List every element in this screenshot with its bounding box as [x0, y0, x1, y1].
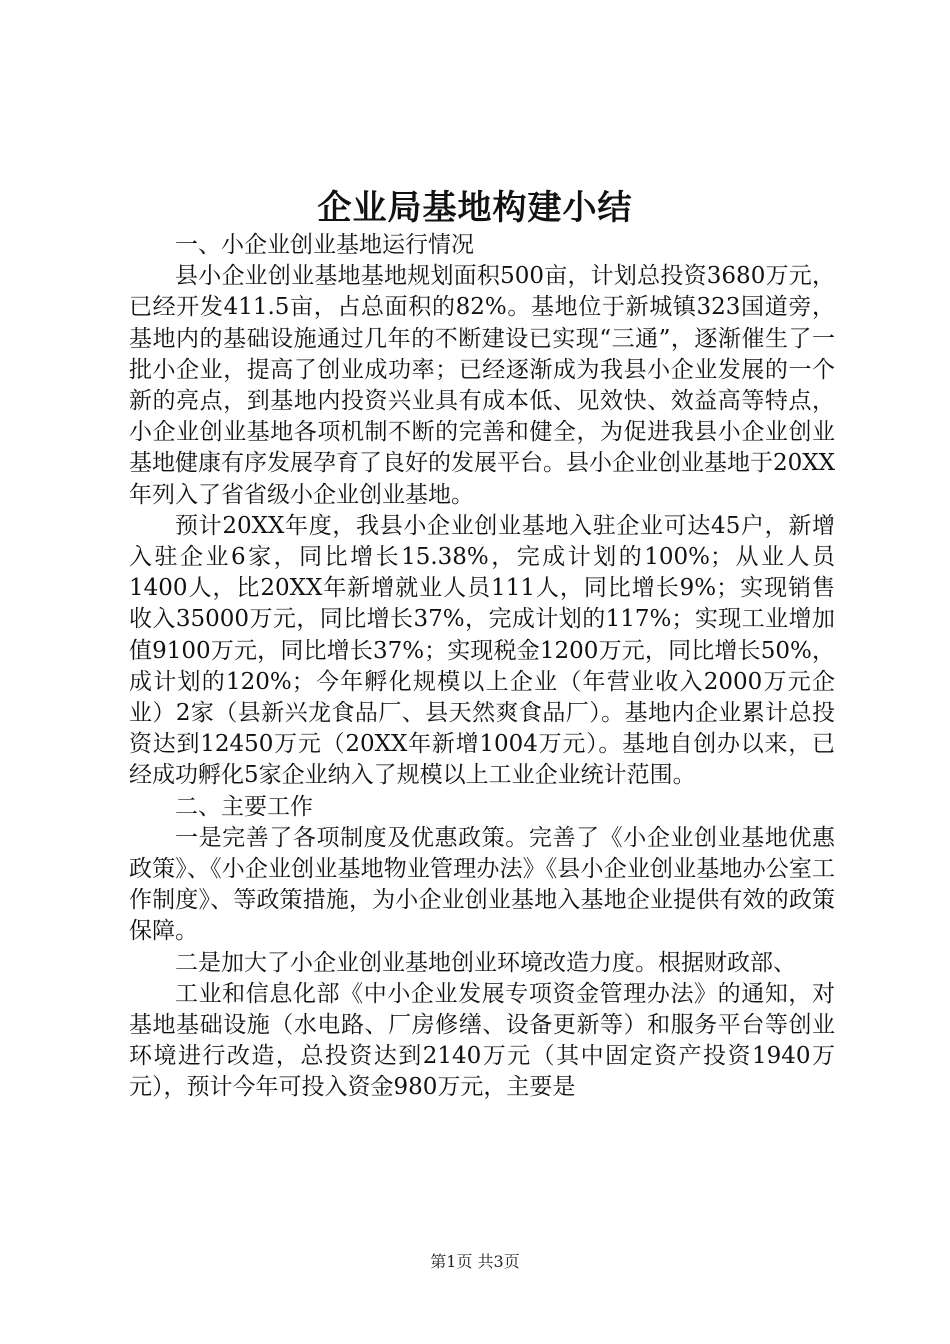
document-title: 企业局基地构建小结 — [317, 188, 633, 228]
paragraph: 县小企业创业基地基地规划面积500亩，计划总投资3680万元，已经开发411.5亩，占总面积的82%。基地位于新城镇323国道旁，基地内的基础设施通过几年的不断建设已实现“三通”，逐渐催生了一批小企业，提高了创业成功率；已经逐渐成为我县小企业发展的一个新的亮点，到基地内投资兴业具有成本低、见效快、效益高等特点，小企业创业基地各项机制不断的完善和健全，为促进我县小企业创业基地健康有序发展孕育了良好的发展平台。县小企业创业基地于20XX年列入了省省级小企业创业基地。 — [129, 263, 836, 508]
document-body — [129, 230, 835, 1104]
paragraph: 工业和信息化部《中小企业发展专项资金管理办法》的通知，对基地基础设施（水电路、厂房修缮、设备更新等）和服务平台等创业环境进行改造，总投资达到2140万元（其中固定资产投资1940万元），预计今年可投入资金980万元，主要是 — [129, 980, 835, 1101]
section-heading-1: 一、小企业创业基地运行情况 — [175, 232, 474, 258]
paragraph: 一是完善了各项制度及优惠政策。完善了《小企业创业基地优惠政策》、《小企业创业基地物业管理办法》《县小企业创业基地办公室工作制度》、等政策措施，为小企业创业基地入基地企业提供有效的政策保障。 — [129, 824, 835, 945]
paragraph: 二是加大了小企业创业基地创业环境改造力度。根据财政部、 — [175, 949, 796, 976]
paragraph: 预计20XX年度，我县小企业创业基地入驻企业可达45户，新增入驻企业6家，同比增长15.38%，完成计划的100%；从业人员1400人，比20XX年新增就业人员111人，同比增长9%；实现销售收入35000万元，同比增长37%，完成计划的117%；实现工业增加值9100万元，同比增长37%；实现税金1200万元，同比增长50%，成计划的120%；今年孵化规模以上企业（年营业收入2000万元企业）2家（县新兴龙食品厂、县天然爽食品厂）。基地内企业累计总投资达到12450万元（20XX年新增1004万元）。基地自创办以来，已经成功孵化5家企业纳入了规模以上工业企业统计范围。 — [129, 512, 835, 789]
page-footer: 第1页 共3页 — [430, 1252, 520, 1271]
section-heading-2: 二、主要工作 — [175, 793, 313, 820]
